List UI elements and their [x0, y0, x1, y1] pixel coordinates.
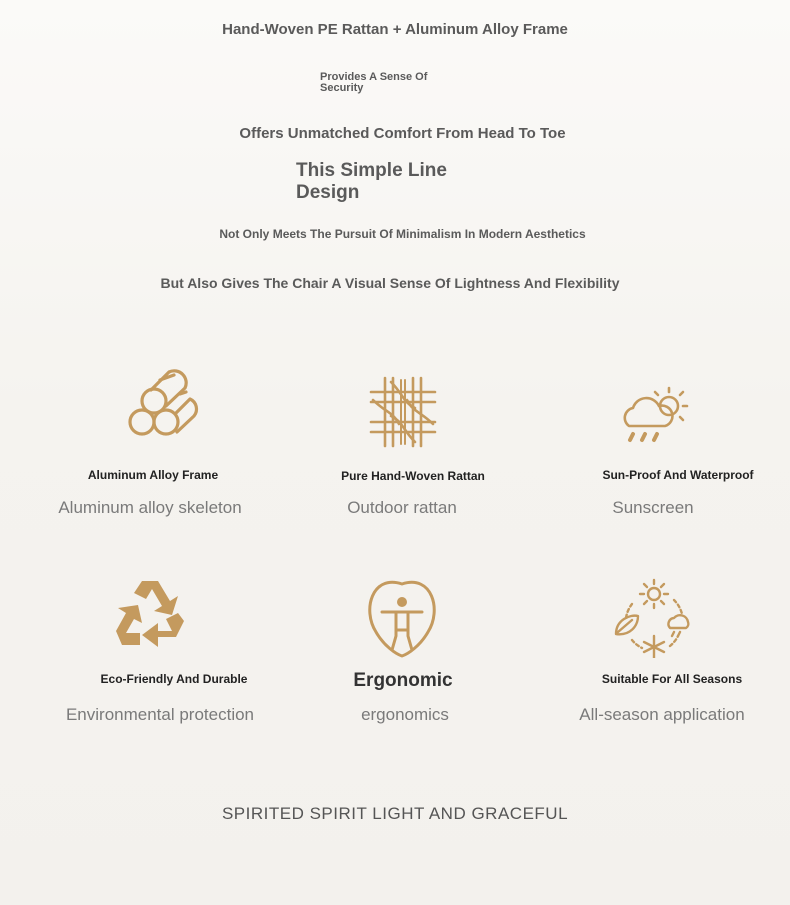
seasons-cycle-icon: [612, 578, 692, 658]
feature-name-seasons: Suitable For All Seasons: [601, 672, 743, 686]
feature-name-rattan: Pure Hand-Woven Rattan: [341, 469, 485, 483]
header-line-3: Offers Unmatched Comfort From Head To Toe: [239, 125, 566, 142]
header-line-2: Provides A Sense Of Security: [320, 71, 428, 94]
feature-desc-aluminum: Aluminum alloy skeleton: [58, 498, 242, 517]
feature-desc-eco: Environmental protection: [65, 705, 255, 724]
feature-name-aluminum: Aluminum Alloy Frame: [87, 468, 219, 482]
feature-desc-seasons: All-season application: [579, 705, 745, 724]
feature-desc-sunproof: Sunscreen: [612, 498, 694, 517]
header-line-5: Not Only Meets The Pursuit Of Minimalism In Modern Aesthetics: [219, 227, 586, 241]
sun-rain-cloud-icon: [615, 380, 695, 460]
header-line-4: This Simple Line Design: [296, 160, 447, 203]
feature-name-sunproof: Sun-Proof And Waterproof: [602, 468, 754, 482]
feature-name-eco: Eco-Friendly And Durable: [100, 672, 248, 686]
header-line-1: Hand-Woven PE Rattan + Aluminum Alloy Frame: [222, 21, 568, 38]
footer-tagline: SPIRITED SPIRIT LIGHT AND GRACEFUL: [221, 804, 569, 823]
feature-name-ergonomic: Ergonomic: [353, 670, 453, 691]
ergonomic-body-icon: [362, 580, 442, 660]
weave-icon: [363, 372, 443, 452]
header-line-6: But Also Gives The Chair A Visual Sense Of Lightness And Flexibility: [160, 275, 620, 291]
feature-desc-rattan: Outdoor rattan: [347, 498, 457, 517]
feature-desc-ergonomic: ergonomics: [361, 705, 449, 724]
logs-icon: [122, 366, 202, 446]
recycle-icon: [112, 575, 192, 655]
